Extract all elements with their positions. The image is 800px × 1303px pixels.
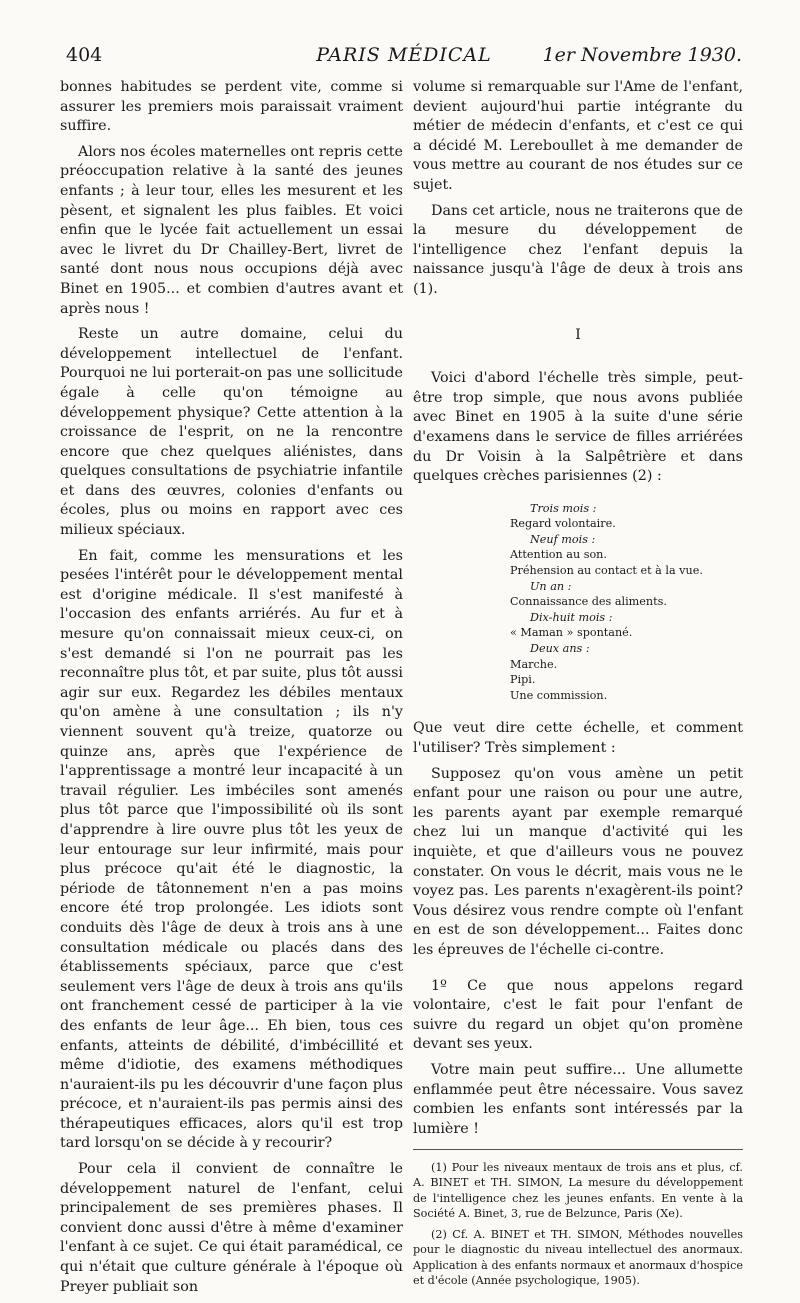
paragraph: Voici d'abord l'échelle très simple, peut-être trop simple, que nous avons publiée avec Binet en 1905 à la suite d'une série d'examens dans le service de filles arriérées du Dr Voisin à la Salpêtrière et dans quelques crèches parisiennes (2) : <box>413 370 743 485</box>
paragraph: bonnes habitudes se perdent vite, comme si assurer les premiers mois paraissait vraiment suffire. <box>60 79 403 135</box>
scale-age-label: Dix-huit mois : <box>530 610 613 624</box>
paragraph: Reste un autre domaine, celui du développement intellectuel de l'enfant. Pourquoi ne lui porterait-on pas une sollicitude égale à celle qu'on témoigne au développement physique? Cette attention à la croissance de l'esprit, on ne la rencontre encore que chez quelques aliénistes, dans quelques consultations de psychiatrie infantile et dans des œuvres, colonies d'enfants ou écoles, plus ou moins en rapport avec ces milieux spéciaux. <box>60 326 403 539</box>
paragraph: Dans cet article, nous ne traiterons que de la mesure du développement de l'intelligence chez l'enfant depuis la naissance jusqu'à l'âge de deux à trois ans (1). <box>413 202 743 297</box>
scale-item: Une commission. <box>510 688 608 702</box>
left-column <box>60 78 403 1303</box>
scale-age-label: Trois mois : <box>530 501 597 515</box>
journal-title: PARIS MÉDICAL <box>316 44 492 66</box>
scale-item: Préhension au contact et à la vue. <box>510 564 703 578</box>
scale-item: Attention au son. <box>510 548 607 562</box>
paragraph: Pour cela il convient de connaître le développement naturel de l'enfant, celui principalement de ses premières phases. Il convient donc aussi d'être à même d'examiner l'enfant à ce sujet. Ce qui était paramédical, ce qui n'était que culture générale à l'époque où Preyer publiait son <box>60 1161 403 1295</box>
right-column <box>413 78 743 1294</box>
paragraph: Que veut dire cette échelle, et comment l'utiliser? Très simplement : <box>413 720 743 756</box>
scale-age-label: Un an : <box>530 579 572 593</box>
paragraph: volume si remarquable sur l'Ame de l'enfant, devient aujourd'hui partie intégrante du métier de médecin d'enfants, et c'est ce qui a décidé M. Lereboullet à me demander de vous mettre au courant de nos études sur ce sujet. <box>413 79 743 193</box>
paragraph: 1º Ce que nous appelons regard volontaire, c'est le fait pour l'enfant de suivre du regard un objet qu'on promène devant ses yeux. <box>413 977 743 1053</box>
scale-item: Pipi. <box>510 673 536 687</box>
scale-item: Regard volontaire. <box>510 517 616 531</box>
page-number: 404 <box>66 44 103 66</box>
scale-age-label: Deux ans : <box>530 642 590 656</box>
page-header <box>66 44 742 72</box>
footnote-divider <box>413 1149 743 1150</box>
development-scale <box>510 501 743 704</box>
scale-item: Connaissance des aliments. <box>510 595 667 609</box>
scale-age-label: Neuf mois : <box>530 532 596 546</box>
footnote: (2) Cf. A. BINET et TH. SIMON, Méthodes nouvelles pour le diagnostic du niveau intellectuel des anormaux. Application à des enfants normaux et anormaux d'hospice et d'école (Année psychologique, 1905). <box>413 1228 743 1287</box>
section-heading: I <box>575 326 581 343</box>
scale-item: Marche. <box>510 657 558 671</box>
scale-item: « Maman » spontané. <box>510 626 633 640</box>
issue-date: 1er Novembre 1930. <box>542 44 742 66</box>
paragraph: Votre main peut suffire... Une allumette enflammée peut être nécessaire. Vous savez combien les enfants sont intéressés par la lumière ! <box>413 1061 743 1137</box>
paragraph: Alors nos écoles maternelles ont repris cette préoccupation relative à la santé des jeunes enfants ; à leur tour, elles les mesurent et les pèsent, et signalent les plus faibles. Et voici enfin que le lycée fait actuellement un essai avec le livret du Dr Chailley-Bert, livret de santé dont nous nous occupions déjà avec Binet en 1905... et combien d'autres avant et après nous ! <box>60 143 403 317</box>
paragraph: Supposez qu'on vous amène un petit enfant pour une raison ou pour une autre, les parents ayant par exemple remarqué chez lui un manque d'activité qui les inquiète, et que d'ailleurs vous ne pouvez constater. On vous le décrit, mais vous ne le voyez pas. Les parents n'exagèrent-ils point? Vous désirez vous rendre compte où l'enfant en est de son développement... Faites donc les épreuves de l'échelle ci-contre. <box>413 765 743 958</box>
paragraph: En fait, comme les mensurations et les pesées l'intérêt pour le développement mental est d'origine médicale. Il s'est manifesté à l'occasion des enfants arriérés. Au fur et à mesure qu'on connaissait mieux ceux-ci, on s'est demandé si l'on ne pourrait pas les reconnaître plus tôt, et par suite, plus tôt aussi agir sur eux. Regardez les débiles mentaux qu'on amène à une consultation ; ils n'y viennent souvent qu'à treize, quatorze ou quinze ans, après que l'expérience de l'apprentissage a montré leur incapacité à un travail régulier. Les imbéciles sont amenés plus tôt parce que l'impossibilité où ils sont d'apprendre à lire ouvre plus tôt les yeux de leur entourage sur leur infirmité, mais pour plus précoce qu'ait été le diagnostic, la période de tâtonnement n'en a pas moins encore été trop prolongée. Les idiots sont conduits dès l'âge de deux à trois ans à une consultation médicale ou placés dans des établissements spéciaux, parce que c'est seulement vers l'âge de deux à trois ans qu'ils ont franchement cessé de participer à la vie des enfants de leur âge... Eh bien, tous ces enfants, atteints de débilité, d'imbécillité et même d'idiotie, des examens méthodiques n'auraient-ils pu les découvrir d'une façon plus précoce, et n'auraient-ils pas permis ainsi des thérapeutiques efficaces, alors qu'il est trop tard lorsqu'on se décide à y recourir? <box>60 547 403 1152</box>
footnote: (1) Pour les niveaux mentaux de trois ans et plus, cf. A. BINET et TH. SIMON, La mesure du développement de l'intelligence chez les jeunes enfants. En vente à la Société A. Binet, 3, rue de Belzunce, Paris (Xe). <box>413 1161 743 1220</box>
